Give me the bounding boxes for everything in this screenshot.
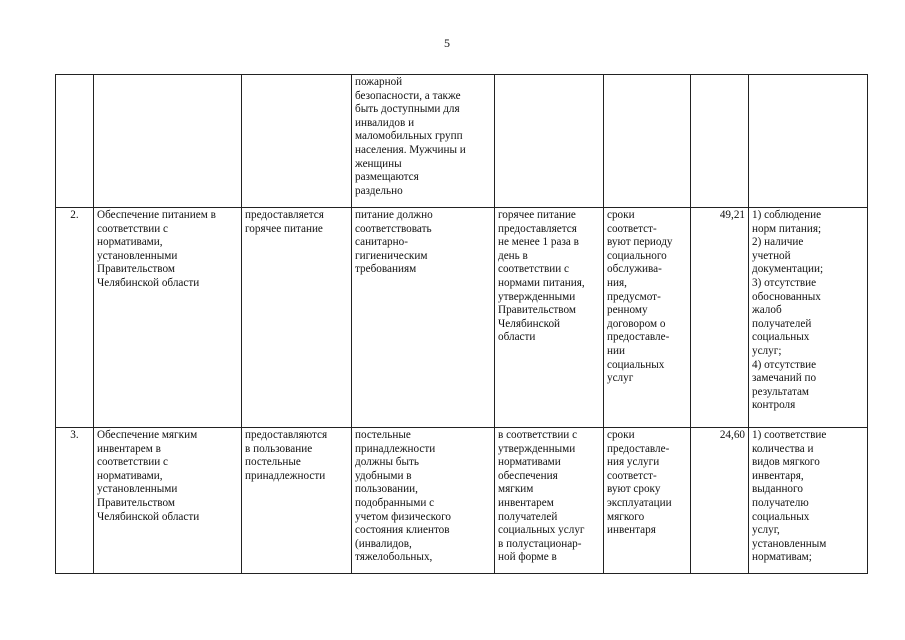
service-volume-cell [495, 428, 604, 574]
service-name-cell [94, 75, 242, 208]
service-name: Обеспечение питанием в соответствии с нормативами, установленными Правительством Челябинской области [97, 209, 216, 289]
service-quality-cell [749, 428, 868, 574]
row-number-cell [56, 75, 94, 208]
row-number: 2. [70, 209, 79, 221]
table-row [56, 75, 868, 208]
service-form: предоставляется горячее питание [245, 209, 324, 235]
service-name: Обеспечение мягким инвентарем в соответствии с нормативами, установленными Правительством Челябинской области [97, 429, 200, 523]
services-table [55, 74, 868, 574]
service-terms: сроки предоставле- ния услуги соответст- вуют сроку эксплуатации мягкого инвентаря [607, 429, 672, 537]
service-form-cell [242, 75, 352, 208]
service-quality: 1) соответствие количества и видов мягкого инвентаря, выданного получателю социальных услуг, установленным нормативам; [752, 429, 827, 564]
service-terms-cell [604, 75, 691, 208]
service-volume: в соответствии с утвержденными нормативами обеспечения мягким инвентарем получателей социальных услуг в полустационар- ной форме в [498, 429, 585, 564]
service-standard-cell [352, 428, 495, 574]
service-standard: питание должно соответствовать санитарно- гигиеническим требованиям [355, 209, 433, 276]
service-price-cell [691, 428, 749, 574]
service-form-cell [242, 428, 352, 574]
page-number: 5 [444, 36, 450, 50]
service-quality: 1) соблюдение норм питания; 2) наличие учетной документации; 3) отсутствие обоснованных жалоб получателей социальных услуг; 4) отсутствие замечаний по результатам контроля [752, 209, 824, 412]
service-terms-cell [604, 208, 691, 428]
service-price-cell [691, 208, 749, 428]
service-standard-cell [352, 75, 495, 208]
service-volume: горячее питание предоставляется не менее 1 раза в день в соответствии с нормами питания, утвержденными Правительством Челябинской области [498, 209, 585, 344]
service-price: 24,60 [719, 429, 745, 441]
table-row [56, 428, 868, 574]
service-terms-cell [604, 428, 691, 574]
service-volume-cell [495, 75, 604, 208]
service-price: 49,21 [719, 209, 745, 221]
service-price-cell [691, 75, 749, 208]
service-form: предоставляются в пользование постельные принадлежности [245, 429, 328, 482]
service-volume-cell [495, 208, 604, 428]
row-number: 3. [70, 429, 79, 441]
service-standard-cell [352, 208, 495, 428]
service-name-cell [94, 428, 242, 574]
service-form-cell [242, 208, 352, 428]
service-terms: сроки соответст- вуют периоду социального обслужива- ния, предусмот- ренному договором о предоставле- нии социальных услуг [607, 209, 673, 385]
row-number-cell [56, 208, 94, 428]
service-quality-cell [749, 75, 868, 208]
service-name-cell [94, 208, 242, 428]
table-row [56, 208, 868, 428]
service-standard: пожарной безопасности, а также быть доступными для инвалидов и маломобильных групп населения. Мужчины и женщины размещаются раздельно [355, 76, 466, 197]
service-standard: постельные принадлежности должны быть удобными в пользовании, подобранными с учетом физического состояния клиентов (инвалидов, тяжелобольных, [355, 429, 452, 564]
row-number-cell [56, 428, 94, 574]
service-quality-cell [749, 208, 868, 428]
